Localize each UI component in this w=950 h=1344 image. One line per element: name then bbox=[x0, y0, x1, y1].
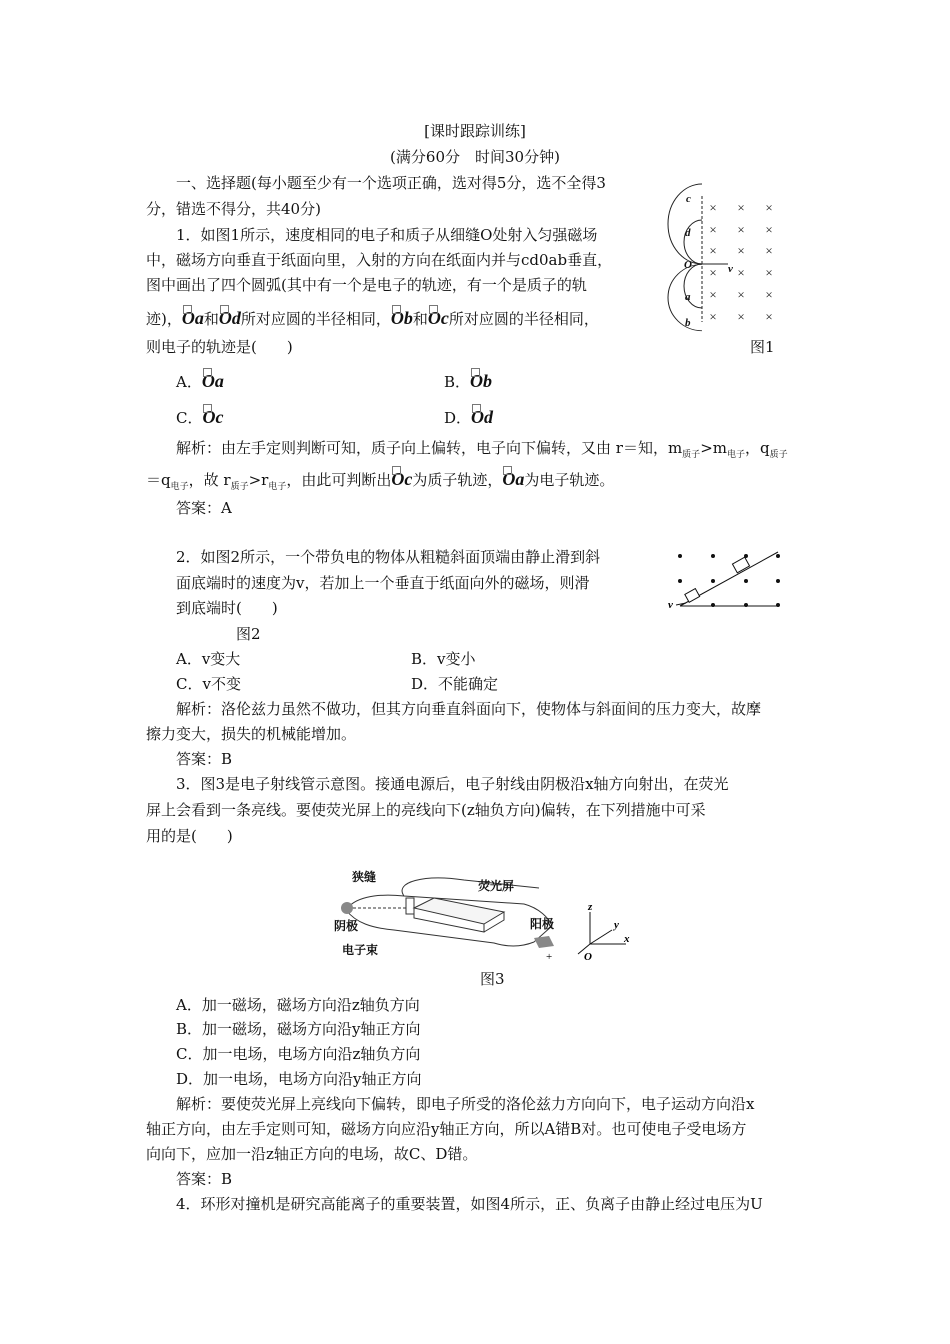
svg-text:×: × bbox=[765, 222, 773, 237]
fig3-axis-z: z bbox=[588, 901, 593, 913]
q3-analysis-line2: 轴正方向，由左手定则可知，磁场方向应沿y轴正方向，所以A错B对。也可使电子受电场方 bbox=[146, 1120, 747, 1138]
arc-ob: Ob bbox=[390, 308, 413, 328]
fig1-label-c: c bbox=[686, 193, 691, 205]
q2-option-c: C．v不变 bbox=[176, 675, 241, 693]
q2-option-d: D．不能确定 bbox=[411, 675, 499, 693]
svg-text:×: × bbox=[709, 287, 717, 302]
q1-analysis-line2: $=q_{电子}$，故 $r_{质子}>r_{电子}$，由此可判断出Oc为质子轨迹，Oa为电子轨迹。 bbox=[146, 469, 615, 492]
svg-text:×: × bbox=[709, 265, 717, 280]
svg-text:×: × bbox=[737, 243, 745, 258]
fig1-label-o: O bbox=[684, 259, 692, 271]
q1-option-a: A．Oa bbox=[176, 371, 224, 391]
figure-2-incline bbox=[666, 548, 786, 618]
q2-analysis-line1: 解析：洛伦兹力虽然不做功，但其方向垂直斜面向下，使物体与斜面间的压力变大，故摩 bbox=[176, 700, 762, 718]
q1-line2: 中，磁场方向垂直于纸面向里，入射的方向在纸面内并与cd0ab垂直， bbox=[146, 251, 613, 269]
fig3-label-cathode: 阴极 bbox=[334, 919, 359, 933]
q3-option-d: D．加一电场，电场方向沿y轴正方向 bbox=[176, 1070, 422, 1088]
arc-od: Od bbox=[218, 308, 241, 328]
svg-text:×: × bbox=[737, 222, 745, 237]
q2-line3: 到底端时( ) bbox=[176, 599, 278, 617]
q2-line2: 面底端时的速度为v，若加上一个垂直于纸面向外的磁场，则滑 bbox=[176, 574, 590, 592]
figure-1-magnetic-field bbox=[680, 188, 790, 328]
q3-answer: 答案：B bbox=[176, 1170, 233, 1188]
svg-text:×: × bbox=[709, 309, 717, 324]
q1-line4: 迹)，Oa和Od所对应圆的半径相同，Ob和Oc所对应圆的半径相同， bbox=[146, 308, 599, 328]
q1-option-b: B．Ob bbox=[444, 371, 493, 391]
fig3-axis-x: x bbox=[624, 933, 630, 945]
figure-2-caption: 图2 bbox=[236, 625, 261, 643]
q1-option-d: D．Od bbox=[444, 407, 494, 427]
q2-option-a: A．v变大 bbox=[176, 650, 241, 668]
fig1-label-v: v bbox=[728, 263, 733, 275]
svg-text:×: × bbox=[737, 309, 745, 324]
section-heading-line2: 分，错选不得分，共40分) bbox=[146, 200, 321, 218]
svg-text:×: × bbox=[765, 200, 773, 215]
q2-answer: 答案：B bbox=[176, 750, 233, 768]
svg-text:×: × bbox=[765, 309, 773, 324]
q3-analysis-line3: 向向下，应加一沿z轴正方向的电场，故C、D错。 bbox=[146, 1145, 478, 1163]
q3-line1: 3．图3是电子射线管示意图。接通电源后，电子射线由阴极沿x轴方向射出，在荧光 bbox=[176, 775, 729, 793]
fig3-label-slit: 狭缝 bbox=[352, 870, 377, 884]
svg-text:×: × bbox=[765, 243, 773, 258]
q2-option-b: B．v变小 bbox=[411, 650, 476, 668]
fig3-axis-y: y bbox=[614, 919, 619, 931]
arc-oc: Oc bbox=[427, 308, 449, 328]
fig3-label-beam: 电子束 bbox=[342, 943, 379, 957]
fig3-label-anode: 阳极 bbox=[530, 917, 555, 931]
arc-oa: Oa bbox=[181, 308, 204, 328]
q1-analysis-line1: 解析：由左手定则判断可知，质子向上偏转，电子向下偏转，又由 r＝知，$m_{质子}>m_{电子}$，$q_{质子}$ bbox=[176, 439, 788, 460]
q2-analysis-line2: 擦力变大，损失的机械能增加。 bbox=[146, 725, 357, 743]
svg-text:×: × bbox=[737, 200, 745, 215]
q1-line3: 图中画出了四个圆弧(其中有一个是电子的轨迹，有一个是质子的轨 bbox=[146, 276, 587, 294]
fig3-label-plus: + bbox=[546, 951, 553, 963]
q1-option-c: C．Oc bbox=[176, 407, 224, 427]
q3-option-b: B．加一磁场，磁场方向沿y轴正方向 bbox=[176, 1020, 421, 1038]
q4-line1: 4．环形对撞机是研究高能离子的重要装置，如图4所示，正、负离子由静止经过电压为U bbox=[176, 1195, 763, 1213]
fig2-label-v: v bbox=[668, 599, 673, 611]
svg-text:×: × bbox=[765, 265, 773, 280]
q3-line2: 屏上会看到一条亮线。要使荧光屏上的亮线向下(z轴负方向)偏转，在下列措施中可采 bbox=[146, 801, 706, 819]
page-title: [课时跟踪训练] bbox=[424, 122, 526, 140]
svg-text:×: × bbox=[709, 200, 717, 215]
page-subtitle: (满分60分 时间30分钟) bbox=[390, 148, 560, 166]
q2-line1: 2．如图2所示，一个带负电的物体从粗糙斜面顶端由静止滑到斜 bbox=[176, 548, 601, 566]
fig1-label-a: a bbox=[685, 291, 691, 303]
fig3-label-screen: 荧光屏 bbox=[478, 879, 515, 893]
svg-text:×: × bbox=[737, 287, 745, 302]
fig1-label-b: b bbox=[685, 317, 691, 329]
figure-3-tube bbox=[334, 868, 634, 964]
svg-text:×: × bbox=[765, 287, 773, 302]
fig3-axis-o: O bbox=[584, 951, 592, 963]
q1-line1: 1．如图1所示，速度相同的电子和质子从细缝O处射入匀强磁场 bbox=[176, 226, 598, 244]
q1-answer: 答案：A bbox=[176, 499, 232, 517]
svg-text:×: × bbox=[709, 222, 717, 237]
svg-text:×: × bbox=[737, 265, 745, 280]
figure-1-caption: 图1 bbox=[750, 338, 775, 356]
q3-analysis-line1: 解析：要使荧光屏上亮线向下偏转，即电子所受的洛伦兹力方向向下，电子运动方向沿x bbox=[176, 1095, 755, 1113]
q3-option-a: A．加一磁场，磁场方向沿z轴负方向 bbox=[176, 996, 420, 1014]
section-heading-line1: 一、选择题(每小题至少有一个选项正确，选对得5分，选不全得3 bbox=[176, 174, 606, 192]
q3-line3: 用的是( ) bbox=[146, 827, 233, 845]
figure-3-caption: 图3 bbox=[480, 970, 505, 988]
q1-line5: 则电子的轨迹是( ) bbox=[146, 338, 293, 356]
fig1-label-d: d bbox=[685, 227, 691, 239]
q3-option-c: C．加一电场，电场方向沿z轴负方向 bbox=[176, 1045, 421, 1063]
svg-text:×: × bbox=[709, 243, 717, 258]
